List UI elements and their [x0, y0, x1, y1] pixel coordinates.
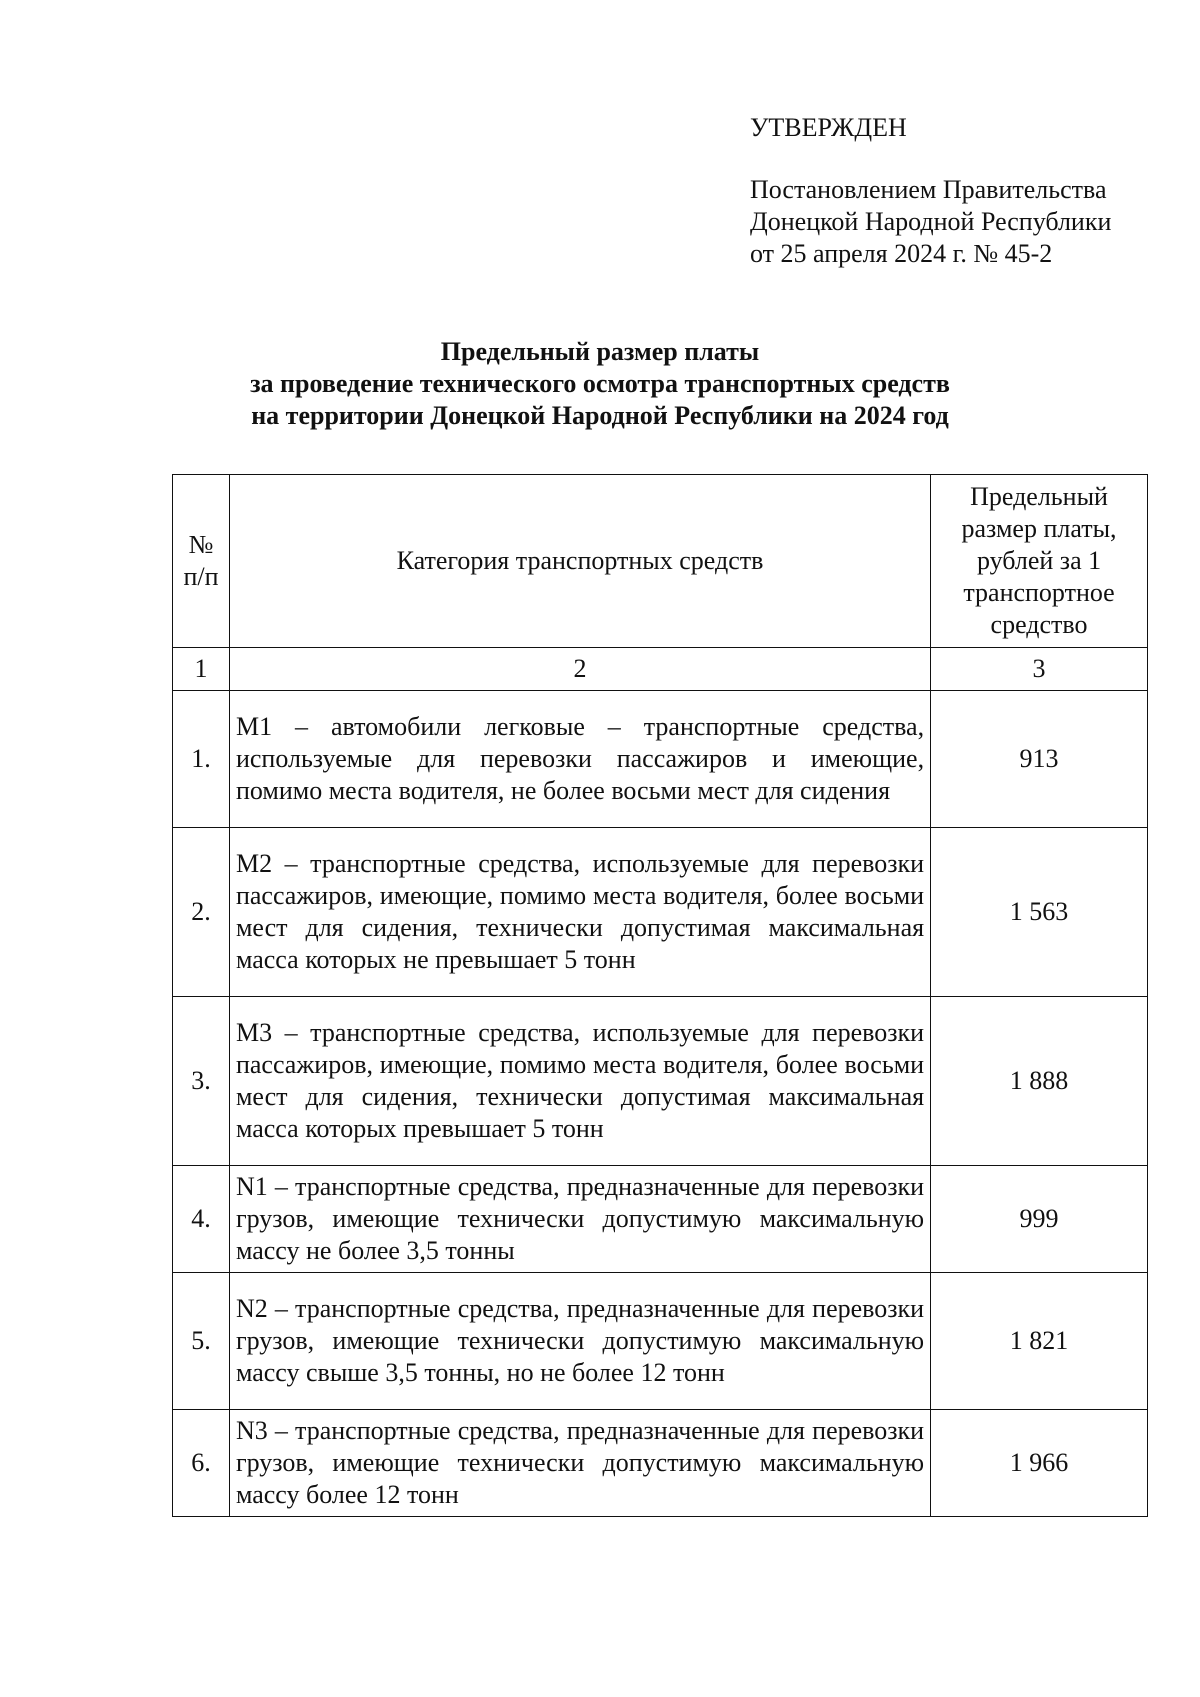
row-fee: 913 — [931, 691, 1148, 828]
table-row — [173, 1410, 1148, 1517]
row-number: 1. — [173, 691, 230, 828]
approval-line: Донецкой Народной Республики — [750, 207, 1112, 236]
row-category: М2 – транспортные средства, используемые для перевозки пассажиров, имеющие, помимо места водителя, более восьми мест для сидения, технически допустимая максимальная масса которых не превышает 5 тонн — [229, 828, 930, 997]
row-fee: 1 888 — [931, 997, 1148, 1166]
row-fee: 1 821 — [931, 1273, 1148, 1410]
row-category: N2 – транспортные средства, предназначенные для перевозки грузов, имеющие технически допустимую максимальную массу свыше 3,5 тонны, но не более 12 тонн — [229, 1273, 930, 1410]
header-fee: Предельный размер платы, рублей за 1 транспортное средство — [931, 475, 1148, 648]
approval-heading: УТВЕРЖДЕН — [750, 113, 907, 142]
row-number: 3. — [173, 997, 230, 1166]
row-number: 5. — [173, 1273, 230, 1410]
approval-line: от 25 апреля 2024 г. № 45-2 — [750, 239, 1053, 268]
table-row — [173, 1273, 1148, 1410]
row-fee: 999 — [931, 1166, 1148, 1273]
title-line: Предельный размер платы — [440, 337, 760, 366]
approval-line: Постановлением Правительства — [750, 175, 1107, 204]
row-number: 4. — [173, 1166, 230, 1273]
table-header-row — [173, 475, 1148, 648]
approval-block — [750, 112, 1170, 270]
row-fee: 1 966 — [931, 1410, 1148, 1517]
table-row — [173, 691, 1148, 828]
header-num: № п/п — [173, 475, 230, 648]
column-index-row — [173, 648, 1148, 691]
row-category: М3 – транспортные средства, используемые для перевозки пассажиров, имеющие, помимо места водителя, более восьми мест для сидения, технически допустимая максимальная масса которых превышает 5 тонн — [229, 997, 930, 1166]
table-row — [173, 997, 1148, 1166]
row-number: 6. — [173, 1410, 230, 1517]
table-row — [173, 828, 1148, 997]
row-category: М1 – автомобили легковые – транспортные средства, используемые для перевозки пассажиров и имеющие, помимо места водителя, не более восьми мест для сидения — [229, 691, 930, 828]
title-line: на территории Донецкой Народной Республики на 2024 год — [251, 401, 949, 430]
row-category: N1 – транспортные средства, предназначенные для перевозки грузов, имеющие технически допустимую максимальную массу не более 3,5 тонны — [229, 1166, 930, 1273]
title-line: за проведение технического осмотра транспортных средств — [250, 369, 950, 398]
column-index: 3 — [931, 648, 1148, 691]
column-index: 1 — [173, 648, 230, 691]
fee-table — [172, 474, 1148, 1517]
document-title — [150, 336, 1050, 432]
row-number: 2. — [173, 828, 230, 997]
column-index: 2 — [229, 648, 930, 691]
row-category: N3 – транспортные средства, предназначенные для перевозки грузов, имеющие технически допустимую максимальную массу более 12 тонн — [229, 1410, 930, 1517]
row-fee: 1 563 — [931, 828, 1148, 997]
table-row — [173, 1166, 1148, 1273]
header-category: Категория транспортных средств — [229, 475, 930, 648]
